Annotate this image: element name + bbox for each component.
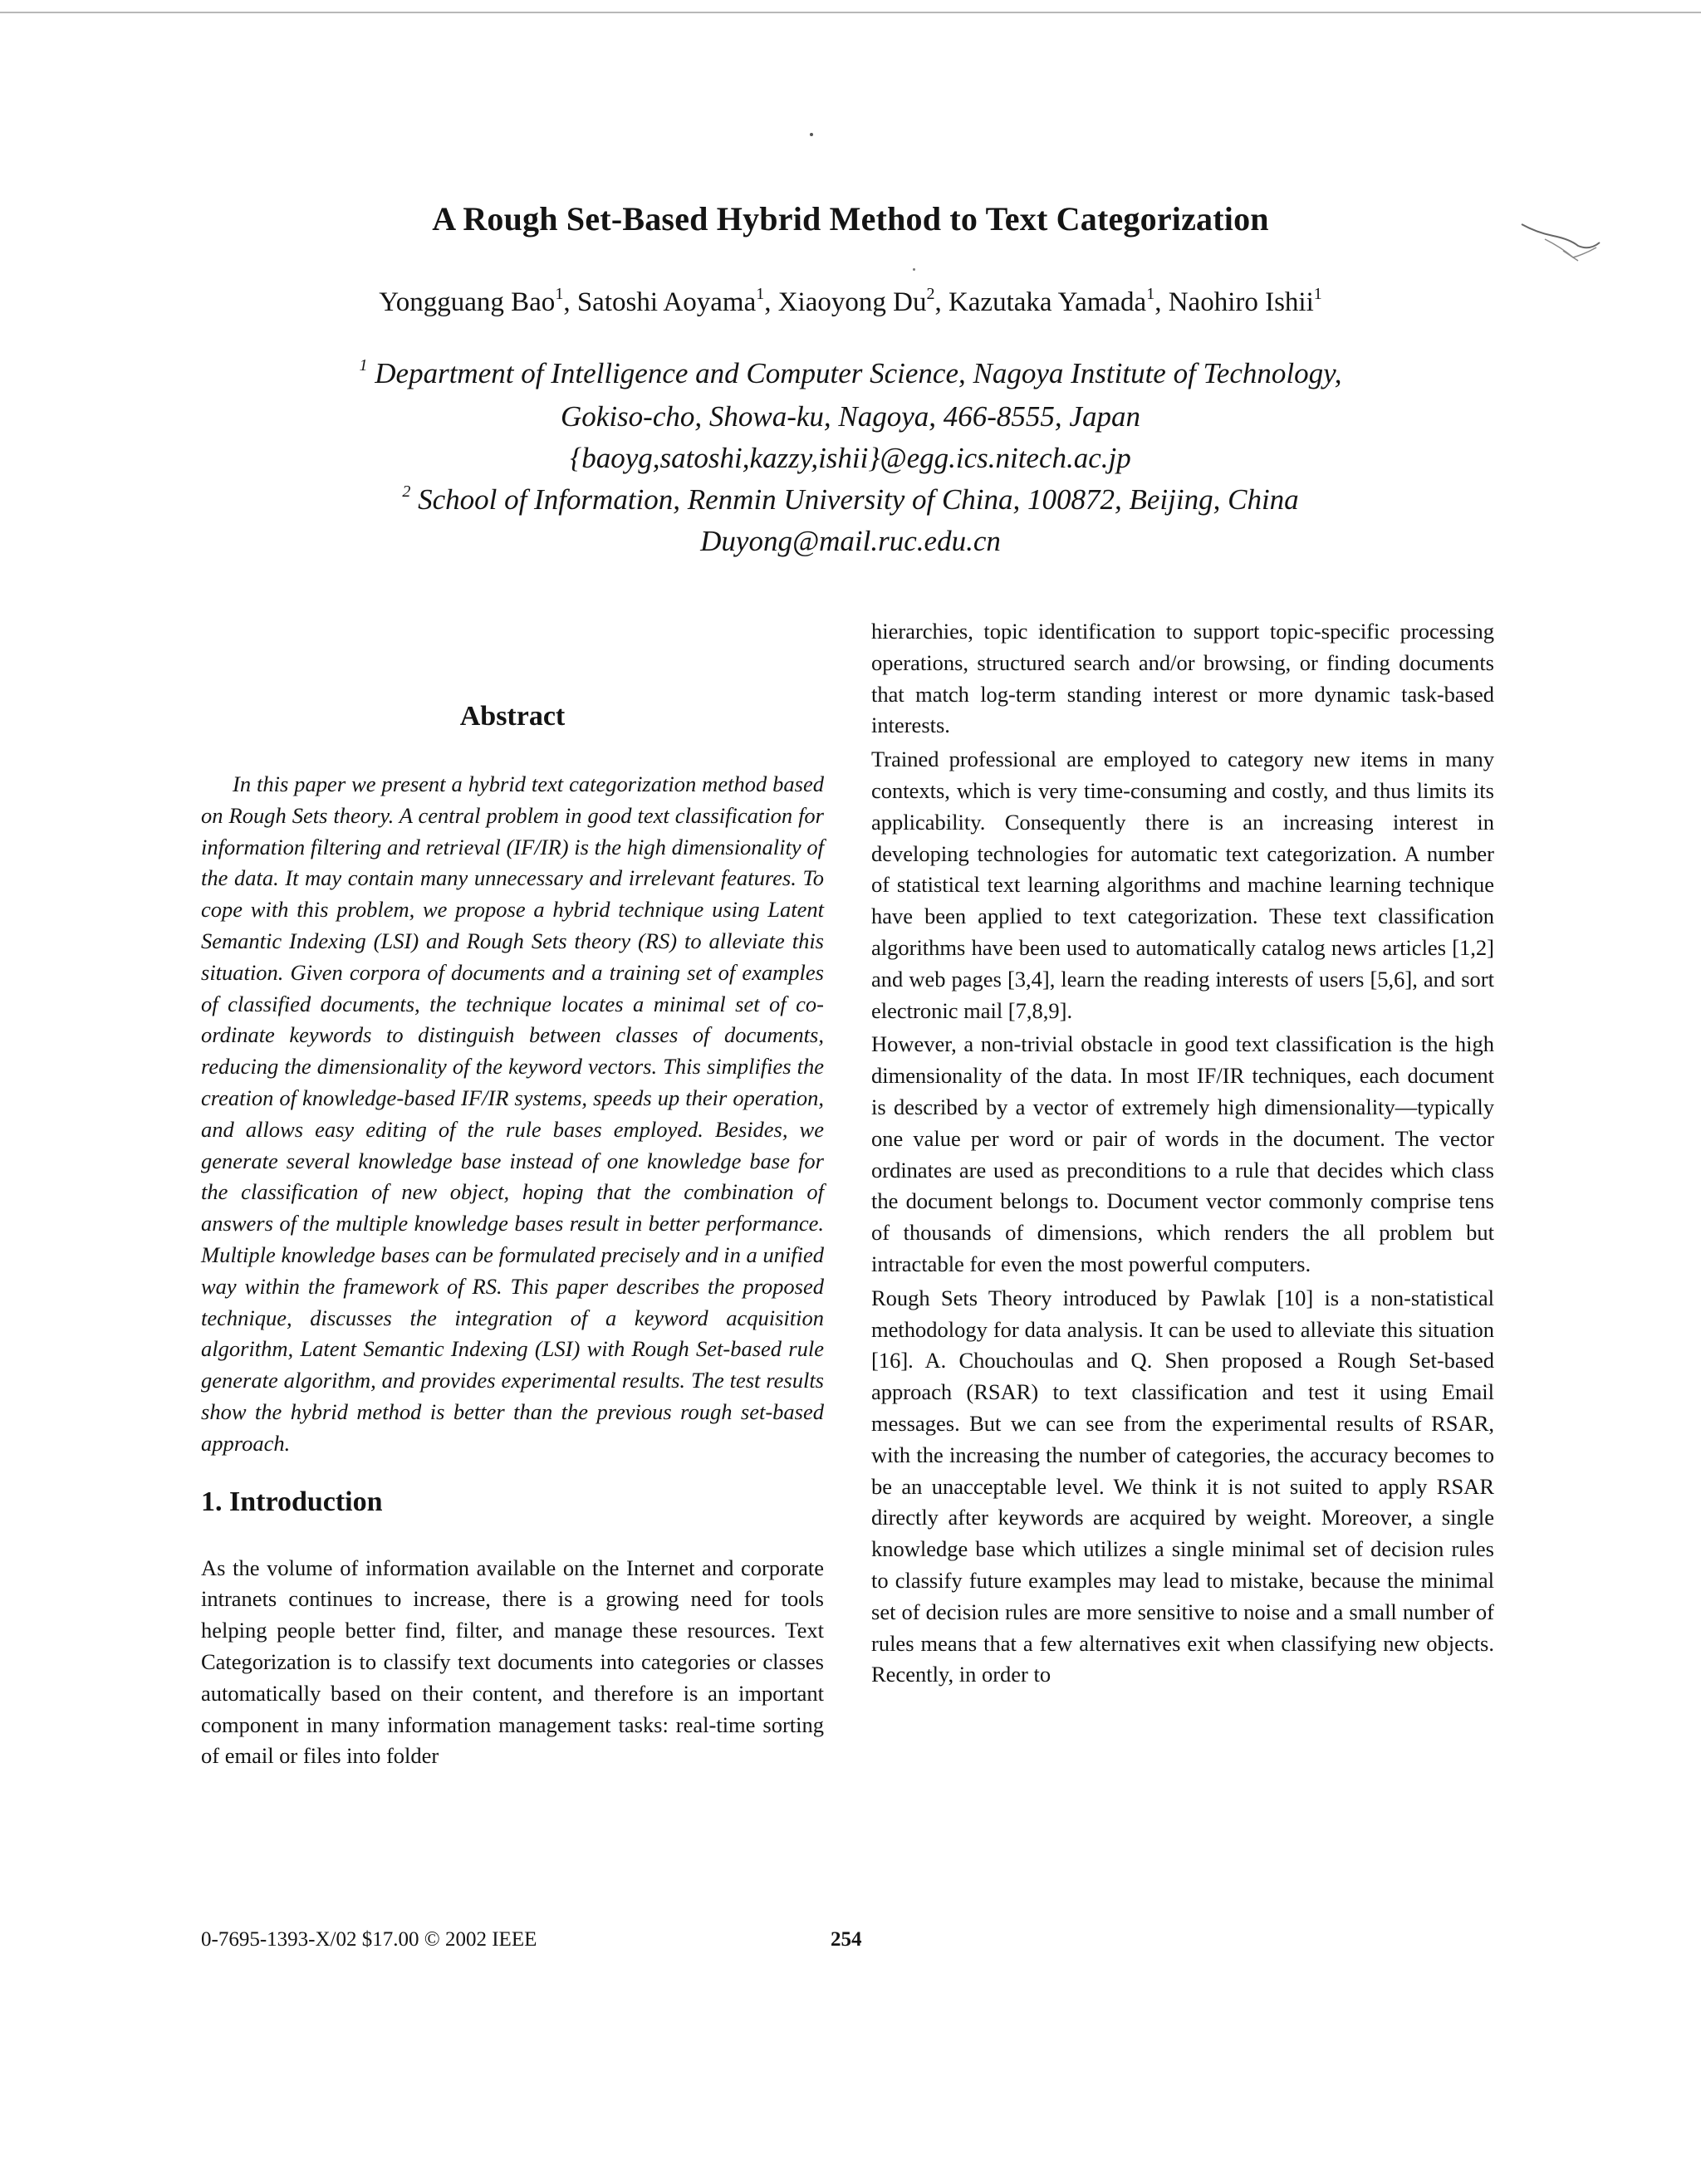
introduction-paragraph: As the volume of information available on the Internet and corporate intranets continues to increase, there is a growing need for tools helping people better find, filter, and manage these resources. Text Categorization is to classify text documents into categories or classes automatically based on their content, and therefore is an important component in many information management tasks: real-time sorting of email or files into folder xyxy=(201,1555,824,1769)
affiliation-2-email: Duyong@mail.ruc.edu.cn xyxy=(700,525,1001,557)
author-name: Satoshi Aoyama xyxy=(576,287,757,317)
paper-title: A Rough Set-Based Hybrid Method to Text Categorization xyxy=(432,200,1269,237)
author-name: Naohiro Ishii xyxy=(1168,287,1314,317)
author-affiliation-mark: 1 xyxy=(1313,285,1322,303)
body-paragraph: Rough Sets Theory introduced by Pawlak [10] is a non-statistical methodology for data analysis. It can be used to alleviate this situation [16]. A. Chouchoulas and Q. Shen proposed a Rough Set-based approach (RSAR) to text classification and test it using Email messages. But we can see from the experimental results of RSAR, with the increasing the number of categories, the accuracy becomes to be an unacceptable level. We think it is not suited to apply RSAR directly after keywords are acquired by weight. Moreover, a single knowledge base which utilizes a single minimal set of decision rules to classify future examples may lead to mistake, because the minimal set of decision rules are more sensitive to noise and a small number of rules means that a few alternatives exit when classifying new objects. Recently, in order to xyxy=(871,1285,1494,1687)
top-scan-rule xyxy=(0,12,1701,13)
author-name: Yongguang Bao xyxy=(379,287,556,317)
author-name: Xiaoyong Du xyxy=(777,287,927,317)
author-affiliation-mark: 2 xyxy=(926,285,935,303)
right-column xyxy=(871,616,1494,1693)
author-affiliation-mark: 1 xyxy=(1146,285,1155,303)
left-column xyxy=(201,699,824,1772)
affiliation-1-email: {baoyg,satoshi,kazzy,ishii}@egg.ics.nitech.ac.jp xyxy=(570,442,1131,474)
author-affiliation-mark: 1 xyxy=(555,285,564,303)
body-paragraph: hierarchies, topic identification to support topic-specific processing operations, structured search and/or browsing, or finding documents that match log-term standing interest or more dynamic task-based interests. xyxy=(871,619,1494,738)
author-affiliation-mark: 1 xyxy=(756,285,765,303)
affiliation-1-line-2: Gokiso-cho, Showa-ku, Nagoya, 466-8555, Japan xyxy=(561,400,1140,433)
abstract-text: In this paper we present a hybrid text categorization method based on Rough Sets theory. A central problem in good text classification for information filtering and retrieval (IF/IR) is the high dimensionality of the data. It may contain many unnecessary and irrelevant features. To cope with this problem, we propose a hybrid technique using Latent Semantic Indexing (LSI) and Rough Sets theory (RS) to alleviate this situation. Given corpora of documents and a training set of examples of classified documents, the technique locates a minimal set of co-ordinate keywords to distinguish between classes of documents, reducing the dimensionality of the keyword vectors. This simplifies the creation of knowledge-based IF/IR systems, speeds up their operation, and allows easy editing of the rule bases employed. Besides, we generate several knowledge base instead of one knowledge base for the classification of new object, hoping that the combination of answers of the multiple knowledge bases result in better performance. Multiple knowledge bases can be formulated precisely and in a unified way within the framework of RS. This paper describes the proposed technique, discusses the integration of a keyword acquisition algorithm, Latent Semantic Indexing (LSI) with Rough Set-based rule generate algorithm, and provides experimental results. The test results show the hybrid method is better than the previous rough set-based approach. xyxy=(201,771,824,1456)
body-paragraph: However, a non-trivial obstacle in good text classification is the high dimensionality of the data. In most IF/IR techniques, each document is described by a vector of extremely high dimensionality—typically one value per word or pair of words in the document. The vector ordinates are used as preconditions to a rule that decides which class the document belongs to. Document vector commonly comprise tens of thousands of dimensions, which renders the all problem but intractable for even the most powerful computers. xyxy=(871,1031,1494,1276)
body-paragraph: Trained professional are employed to category new items in many contexts, which is very time-consuming and costly, and thus limits its applicability. Consequently there is an increasing interest in developing technologies for automatic text categorization. A number of statistical text learning algorithms and machine learning technique have been applied to text categorization. These text classification algorithms have been used to automatically catalog news articles [1,2] and web pages [3,4], learn the reading interests of users [5,6], and sort electronic mail [7,8,9]. xyxy=(871,747,1494,1023)
affiliation-mark: 2 xyxy=(402,482,411,502)
author-list: Yongguang Bao$^1$, Satoshi Aoyama$^1$, Xiaoyong Du$^2$, Kazutaka Yamada$^1$, Naohiro Ishii$^1$ xyxy=(379,285,1322,317)
affiliation-2-line-1: $^2$ School of Information, Renmin University of China, 100872, Beijing, China xyxy=(402,482,1299,516)
page-number: 254 xyxy=(831,1928,862,1951)
scan-speck xyxy=(810,133,813,136)
affiliation-mark: 1 xyxy=(359,356,368,375)
abstract-heading: Abstract xyxy=(459,701,566,732)
section-heading-introduction: 1. Introduction xyxy=(201,1486,383,1517)
affiliation-1-line-1: $^1$ Department of Intelligence and Computer Science, Nagoya Institute of Technology, xyxy=(359,356,1342,389)
scan-speck xyxy=(913,268,915,271)
author-name: Kazutaka Yamada xyxy=(948,287,1147,317)
copyright-notice: 0-7695-1393-X/02 $17.00 © 2002 IEEE xyxy=(201,1928,537,1951)
